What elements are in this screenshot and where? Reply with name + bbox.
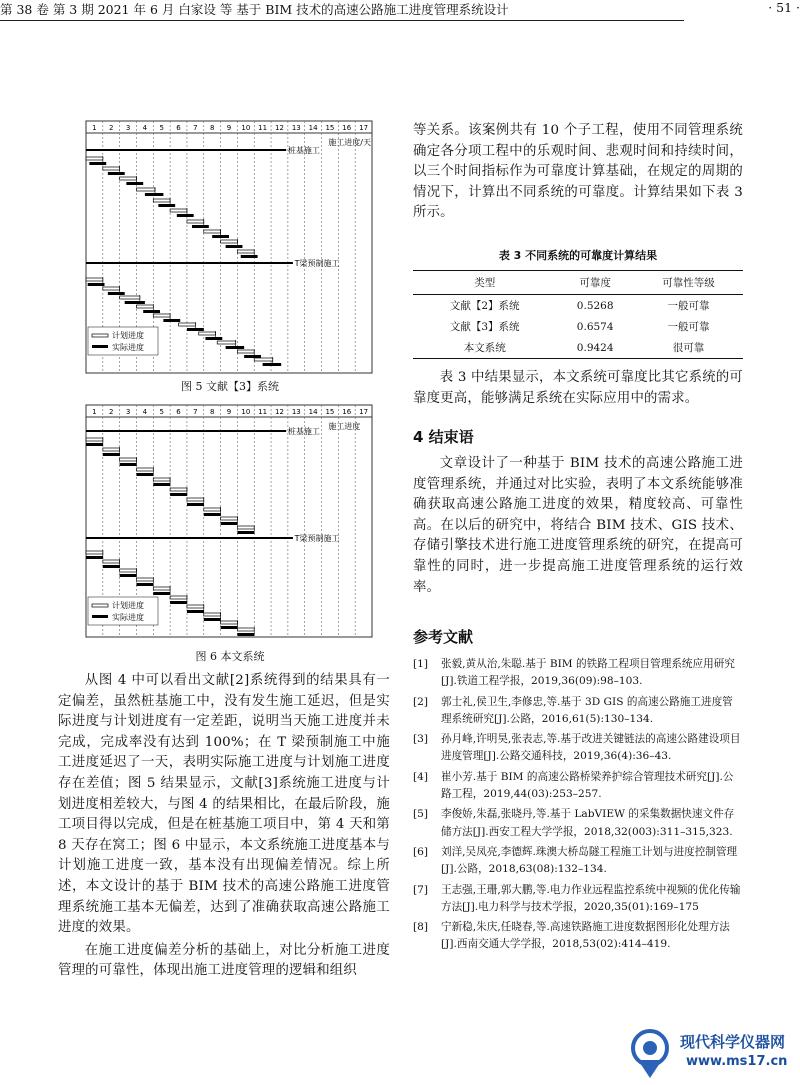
actual-bar	[163, 319, 180, 322]
reference-text: 王志强,王珊,郭大鹏,等.电力作业远程监控系统中视频的优化传输方法[J].电力科学与技术学报，2020,35(01):169–175	[441, 883, 741, 913]
tick-label: 7	[193, 408, 198, 416]
reference-item	[413, 919, 743, 954]
reference-text: 李俊娇,朱磊,张晓丹,等.基于 LabVIEW 的采集数据快速文件存储方法[J].西安工程大学学报，2018,32(003):311–315,323.	[441, 808, 735, 838]
table-3	[413, 270, 743, 359]
actual-bar	[145, 193, 164, 196]
actual-bar	[125, 301, 145, 304]
actual-bar	[204, 513, 221, 516]
actual-bar	[108, 292, 125, 295]
actual-bar	[136, 583, 153, 586]
actual-bar	[158, 204, 175, 207]
legend-actual-label: 实际进度	[112, 613, 144, 622]
plan-bar	[237, 350, 254, 353]
actual-bar	[126, 182, 143, 185]
figure-6-gantt	[80, 401, 380, 639]
plan-bar	[221, 621, 238, 624]
tick-label: 14	[308, 408, 318, 416]
table-header-cell: 可靠度	[556, 271, 634, 295]
plan-bar	[153, 478, 170, 481]
reference-number: [8]	[413, 921, 429, 934]
plan-bar	[153, 587, 170, 590]
tick-label: 10	[241, 124, 251, 132]
left-column-text	[58, 671, 390, 982]
plan-bar	[103, 287, 120, 290]
paragraph: 等关系。该案例共有 10 个子工程，使用不同管理系统确定各分项工程中的乐观时间、悲观时间和持续时间，以三个时间指标作为可靠度计算基础，在规定的周期的情况下，计算出不同系统的可靠度。计算结果如下表 3 所示。	[413, 123, 743, 221]
tick-label: 8	[209, 124, 215, 132]
plan-bar	[103, 167, 120, 170]
plan-bar	[187, 605, 204, 608]
figure-5-gantt	[80, 117, 380, 375]
legend-actual-swatch	[92, 615, 108, 618]
actual-bar	[221, 626, 238, 629]
figure-5-caption: 图 5 文献【3】系统	[181, 380, 279, 393]
watermark-url: www.ms17.cn	[686, 1054, 788, 1069]
plan-bar	[170, 209, 187, 212]
plan-bar	[136, 468, 153, 471]
tick-label: 4	[142, 124, 148, 132]
reference-number: [5]	[413, 808, 429, 821]
tick-label: 4	[142, 408, 148, 416]
plan-bar	[86, 157, 103, 160]
plan-bar	[237, 250, 254, 253]
table-cell: 很可靠	[634, 337, 743, 359]
header-journal-info: 第 38 卷 第 3 期 2021 年 6 月 白家设 等 基于 BIM 技术的高速公路施工进度管理系统设计	[0, 2, 509, 17]
actual-bar	[88, 283, 105, 286]
table-cell: 一般可靠	[667, 300, 710, 312]
actual-bar	[226, 346, 245, 349]
reference-number: [3]	[413, 733, 429, 746]
plan-bar	[237, 628, 254, 631]
legend-plan-label: 计划进度	[112, 601, 144, 610]
actual-bar	[103, 565, 120, 568]
figure-6-caption: 图 6 本文系统	[195, 650, 265, 663]
tick-label: 9	[226, 124, 232, 132]
section-4-heading: 4 结束语	[413, 428, 474, 446]
plan-bar	[187, 220, 204, 223]
actual-bar	[263, 363, 282, 366]
reference-number: [1]	[413, 658, 429, 670]
legend-plan-swatch	[92, 604, 108, 607]
actual-bar	[177, 214, 194, 217]
plan-bar	[199, 332, 216, 335]
actual-bar	[86, 443, 103, 446]
reference-number: [6]	[413, 845, 429, 858]
paragraph: 文章设计了一种基于 BIM 技术的高速公路施工进度管理系统，并通过对比实验，表明了本文系统能够准确获取高速公路施工进度的效果，精度较高、可靠性高。在以后的研究中，将结合 BIM 技术、GIS 技术、存储引擎技术进行施工进度管理系统的研究，在提高可靠性的同时，进一步提高施工进度管理系统的运行效率。	[413, 456, 743, 595]
actual-bar	[192, 225, 209, 228]
plan-bar	[237, 526, 254, 529]
watermark-site-name: 现代科学仪器网	[680, 1033, 786, 1051]
tick-label: 8	[209, 408, 215, 416]
plan-bar	[204, 508, 221, 511]
table-cell: 0.5268	[576, 299, 614, 312]
plan-bar	[254, 358, 273, 361]
beam-label: T梁预制施工	[294, 259, 340, 268]
header-page-number: · 51 ·	[768, 0, 800, 15]
plan-bar	[204, 230, 221, 233]
reference-number: [7]	[413, 883, 429, 896]
plan-bar	[153, 314, 170, 317]
reference-item	[413, 656, 743, 691]
tick-label: 12	[275, 124, 284, 132]
tick-label: 11	[258, 408, 268, 416]
reference-text: 张毅,黄从治,朱聪.基于 BIM 的铁路工程项目管理系统应用研究[J].铁道工程学报，2019,36(09):98–103.	[441, 658, 735, 688]
plan-bar	[120, 458, 137, 461]
actual-bar	[244, 355, 261, 358]
actual-bar	[86, 556, 103, 559]
tick-label: 12	[275, 408, 284, 416]
plan-bar	[221, 517, 238, 520]
actual-bar	[241, 255, 258, 258]
tick-label: 15	[325, 124, 335, 132]
table-3-title: 表 3 不同系统的可靠度计算结果	[498, 249, 658, 262]
tick-label: 17	[359, 408, 369, 416]
actual-bar	[120, 463, 137, 466]
legend-plan-label: 计划进度	[112, 331, 144, 340]
plan-bar	[136, 578, 153, 581]
tick-label: 17	[359, 124, 369, 132]
paragraph: 在施工进度偏差分析的基础上，对比分析施工进度管理的可靠性，体现出施工进度管理的逻辑和组织	[58, 942, 390, 979]
table-cell: 文献【3】系统	[449, 321, 520, 333]
after-table-text	[413, 368, 743, 409]
plan-bar	[136, 188, 155, 191]
plan-bar	[179, 323, 196, 326]
tick-label: 14	[308, 124, 318, 132]
axis-title: 施工进度/天	[328, 138, 371, 147]
tick-label: 2	[109, 408, 114, 416]
tick-label: 1	[92, 124, 97, 132]
tick-label: 10	[241, 408, 251, 416]
plan-bar	[120, 569, 137, 572]
reference-item	[413, 731, 743, 766]
table-cell: 本文系统	[413, 337, 556, 359]
tick-label: 6	[176, 408, 181, 416]
actual-bar	[204, 618, 221, 621]
plan-bar	[204, 613, 221, 616]
tick-label: 5	[159, 408, 164, 416]
section-4-text	[413, 454, 743, 598]
tick-label: 16	[342, 124, 352, 132]
plan-bar	[86, 278, 103, 281]
reference-item	[413, 694, 743, 729]
tick-label: 3	[125, 408, 131, 416]
tick-label: 7	[193, 124, 198, 132]
table-row	[413, 337, 743, 359]
reference-text: 宁新稳,朱庆,任晓春,等.高速铁路施工进度数据图形化处理方法[J].西南交通大学学报，2018,53(02):414–419.	[441, 921, 730, 951]
pile-label: 桩基施工	[287, 146, 320, 155]
references-heading: 参考文献	[413, 628, 474, 646]
tick-label: 9	[226, 408, 232, 416]
plan-bar	[153, 199, 170, 202]
reference-item	[413, 769, 743, 804]
pile-label: 桩基施工	[287, 427, 320, 436]
plan-bar	[136, 305, 153, 308]
actual-bar	[221, 522, 238, 525]
actual-bar	[187, 610, 204, 613]
tick-label: 6	[176, 124, 181, 132]
actual-bar	[108, 172, 125, 175]
reference-item	[413, 844, 743, 879]
tick-label: 5	[159, 124, 164, 132]
plan-bar	[86, 438, 103, 441]
tick-label: 11	[258, 124, 268, 132]
table-cell: 0.6574	[576, 320, 614, 333]
actual-bar	[237, 531, 254, 534]
tick-label: 13	[291, 408, 301, 416]
beam-label: T梁预制施工	[294, 534, 340, 543]
tick-label: 1	[92, 408, 97, 416]
plan-bar	[217, 341, 236, 344]
actual-bar	[136, 473, 153, 476]
reference-text: 孙月峰,许明昊,张表志,等.基于改进关键链法的高速公路建设项目进度管理[J].公路交通科技，2019,36(4):36–43.	[441, 733, 741, 763]
actual-bar	[170, 493, 187, 496]
actual-bar	[237, 633, 254, 636]
tick-label: 13	[291, 124, 301, 132]
tick-label: 2	[109, 124, 114, 132]
legend-plan-swatch	[92, 334, 108, 337]
actual-bar	[143, 310, 160, 313]
plan-bar	[120, 177, 137, 180]
plan-bar	[103, 560, 120, 563]
reference-number: [4]	[413, 770, 429, 783]
table-header-row	[413, 271, 743, 295]
reference-item	[413, 882, 743, 917]
legend-actual-swatch	[92, 345, 108, 348]
reference-text: 郭士礼,侯卫生,李修忠,等.基于 3D GIS 的高速公路施工进度管理系统研究[J].公路，2016,61(5):130–134.	[441, 695, 733, 725]
table-row	[413, 316, 743, 337]
reference-item	[413, 806, 743, 841]
table-header-cell: 类型	[413, 271, 556, 295]
actual-bar	[153, 592, 170, 595]
actual-bar	[89, 162, 106, 165]
plan-bar	[86, 551, 103, 554]
table-cell: 文献【2】系统	[449, 300, 520, 312]
actual-bar	[205, 337, 222, 340]
table-cell: 0.9424	[556, 337, 634, 359]
table-header-cell: 可靠性等级	[634, 271, 743, 295]
actual-bar	[187, 503, 204, 506]
tick-label: 3	[125, 124, 131, 132]
actual-bar	[170, 601, 187, 604]
actual-bar	[120, 574, 137, 577]
tick-label: 16	[342, 408, 352, 416]
reference-number: [2]	[413, 695, 429, 708]
running-header	[0, 0, 800, 21]
actual-bar	[153, 483, 170, 486]
reference-text: 崔小芳.基于 BIM 的高速公路桥梁养护综合管理技术研究[J].公路工程，2019,44(03):253–257.	[441, 770, 734, 801]
table-cell: 一般可靠	[667, 321, 710, 333]
paragraph: 从图 4 中可以看出文献[2]系统得到的结果具有一定偏差，虽然桩基施工中，没有发生施工延迟，但是实际进度与计划进度有一定差距，说明当天施工进度并未完成，完成率没有达到 100%；在 T 梁预制施工中施工进度延迟了一天，表明实际施工进度与计划施工进度存在差值；图 5 结果显示，文献[3]系统施工进度与计划进度相差较大，与图 4 的结果相比，在最后阶段，施工项目得以完成，但是在桩基施工项目中，第 4 天和第 8 天存在窝工；图 6 中显示，本文系统施工进度基本与计划施工进度一致，基本没有出现偏差情况。综上所述，本文设计的基于 BIM 技术的高速公路施工进度管理系统施工基本无偏差，达到了准确获取高速公路施工进度的效果。	[58, 673, 390, 936]
tick-label: 15	[325, 408, 335, 416]
table-row	[413, 295, 743, 317]
plan-bar	[187, 498, 204, 501]
axis-title: 施工进度	[328, 422, 361, 431]
references-list	[413, 656, 743, 957]
right-column-top-text	[413, 121, 743, 224]
plan-bar	[103, 448, 120, 451]
plan-bar	[120, 296, 140, 299]
plan-bar	[170, 596, 187, 599]
plan-bar	[170, 488, 187, 491]
plan-bar	[221, 240, 238, 243]
legend-actual-label: 实际进度	[112, 343, 144, 352]
reference-text: 刘洋,吴凤亮,李德辉.珠澳大桥岛隧工程施工计划与进度控制管理[J].公路，2018,63(08):132–134.	[441, 845, 738, 876]
actual-bar	[103, 453, 120, 456]
paragraph: 表 3 中结果显示，本文系统可靠度比其它系统的可靠度更高，能够满足系统在实际应用中的需求。	[413, 370, 743, 406]
actual-bar	[226, 245, 243, 248]
